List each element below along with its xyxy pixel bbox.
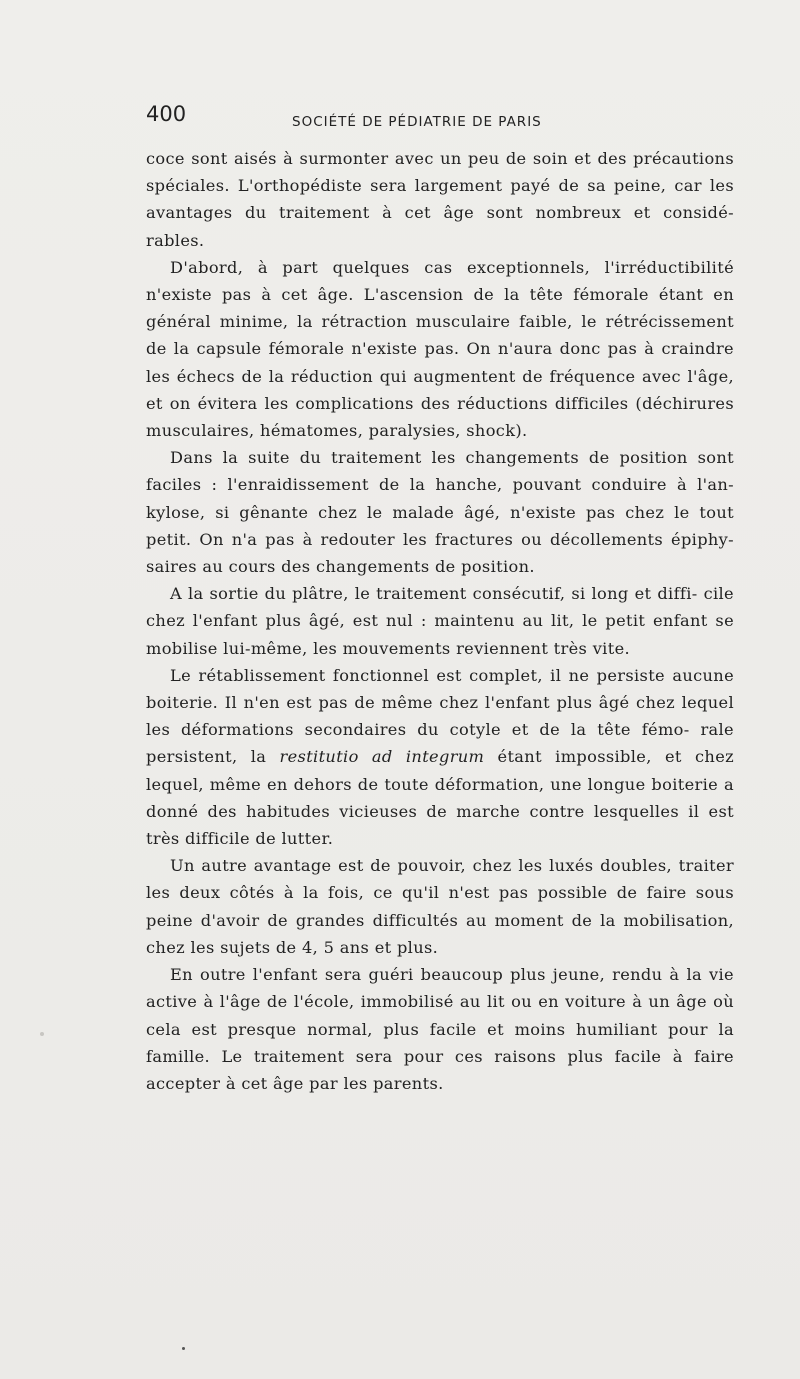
- page-header: [146, 102, 586, 132]
- paragraph-1: coce sont aisés à surmonter avec un peu de soin et des précautions spéciales. L'orthopédiste sera largement payé de sa peine, car les avantages du traitement à cet âge sont nombreux et considé- rables.: [146, 149, 734, 250]
- page-number: 400: [146, 102, 187, 126]
- body-text: [146, 145, 734, 1097]
- paragraph-7: En outre l'enfant sera guéri beaucoup plus jeune, rendu à la vie active à l'âge de l'école, immobilisé au lit ou en voiture à un âge où cela est presque normal, plus facile et moins humiliant pour la famille. Le traitement sera pour ces raisons plus facile à faire accepter à cet âge par les parents.: [146, 965, 734, 1093]
- paragraph-5: [146, 662, 734, 852]
- latin-phrase: restitutio ad integrum: [279, 747, 485, 767]
- paragraph-4: A la sortie du plâtre, le traitement consécutif, si long et diffi- cile chez l'enfant plus âgé, est nul : maintenu au lit, le petit enfant se mobilise lui-même, les mouvements reviennent très vite.: [146, 584, 734, 658]
- paragraph-6: Un autre avantage est de pouvoir, chez les luxés doubles, traiter les deux côtés à la fois, ce qu'il n'est pas possible de faire sous peine d'avoir de grandes difficultés au moment de la mobilisation, chez les sujets de 4, 5 ans et plus.: [146, 856, 734, 957]
- paragraph-5-text-after: étant impossible, et chez lequel, même en dehors de toute déformation, une longue boiterie a donné des habitudes vicieuses de marche contre lesquelles il est très difficile de lutter.: [146, 747, 734, 849]
- paragraph-2: D'abord, à part quelques cas exceptionnels, l'irréductibilité n'existe pas à cet âge. L'ascension de la tête fémorale étant en général minime, la rétraction musculaire faible, le rétrécissement de la capsule fémorale n'existe pas. On n'aura donc pas à craindre les échecs de la réduction qui augmentent de fréquence avec l'âge, et on évitera les complications des réductions difficiles (déchirures musculaires, hématomes, paralysies, shock).: [146, 257, 734, 441]
- paragraph-5-text-before: Le rétablissement fonctionnel est complet, il ne persiste aucune boiterie. Il n'en est pas de même chez l'enfant plus âgé chez lequel les déformations secondaires du cotyle et de la tête fémo- rale persistent, la: [146, 665, 734, 767]
- paragraph-3: Dans la suite du traitement les changements de position sont faciles : l'enraidissement de la hanche, pouvant conduire à l'an- kylose, si gênante chez le malade âgé, n'existe pas chez le tout petit. On n'a pas à redouter les fractures ou décollements épiphy- saires au cours des changements de position.: [146, 448, 734, 577]
- paper-speck: [182, 1347, 185, 1350]
- paper-speck: [40, 1032, 44, 1036]
- running-head: SOCIÉTÉ DE PÉDIATRIE DE PARIS: [292, 114, 542, 130]
